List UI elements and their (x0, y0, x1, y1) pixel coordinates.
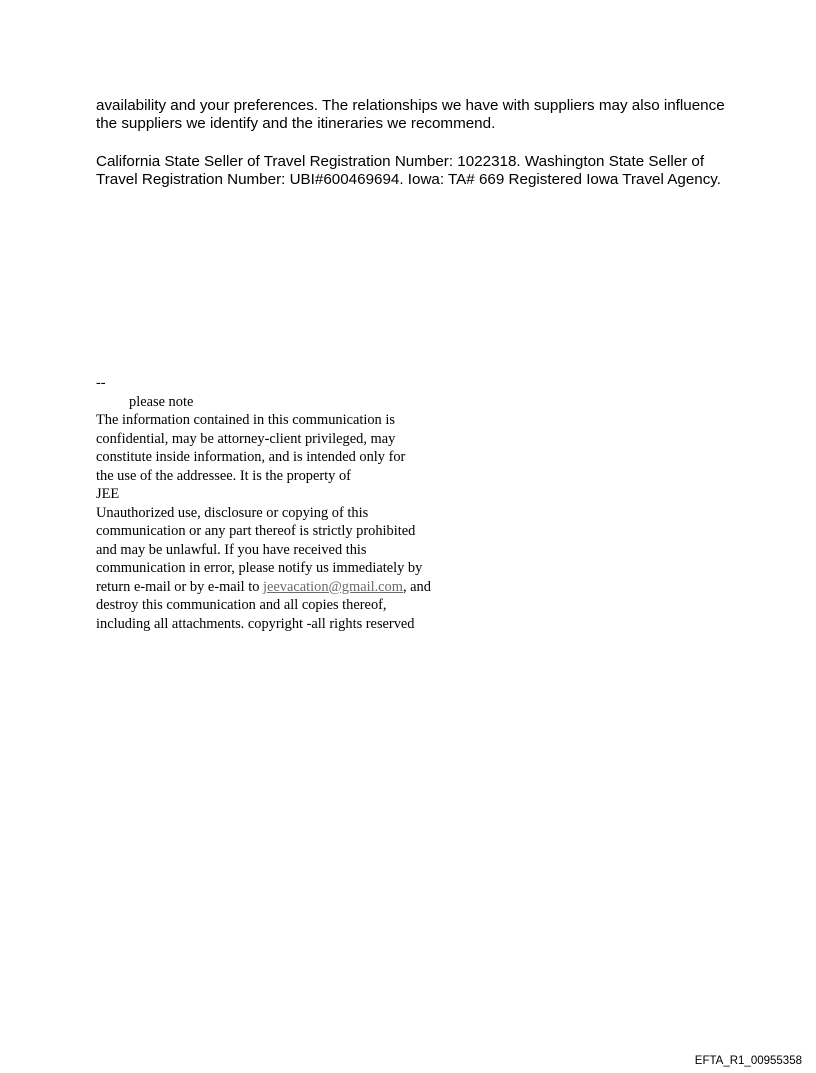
disclaimer-line: destroy this communication and all copies thereof, (96, 597, 387, 613)
disclaimer-line: the use of the addressee. It is the property of (96, 467, 351, 484)
travel-registration-paragraph: California State Seller of Travel Registration Number: 1022318. Washington State Seller of Travel Registration Number: UBI#600469694. Iowa: TA# 669 Registered Iowa Travel Agency. (96, 153, 721, 188)
email-link[interactable]: jeevacation@gmail.com (263, 578, 403, 595)
disclaimer-line: Unauthorized use, disclosure or copying of this (96, 504, 369, 521)
disclaimer-line: communication or any part thereof is strictly prohibited (96, 523, 416, 539)
supplier-relationships-paragraph: availability and your preferences. The relationships we have with suppliers may also influence the suppliers we identify and the itineraries we recommend. (96, 97, 725, 132)
signature-separator: -- (96, 375, 106, 391)
email-suffix-text: , and (402, 578, 431, 595)
disclaimer-heading: please note (129, 393, 194, 410)
disclaimer-line: including all attachments. copyright -all rights reserved (96, 615, 415, 632)
confidentiality-disclaimer (96, 374, 516, 633)
disclaimer-line: communication in error, please notify us immediately by (96, 560, 423, 576)
email-prefix-text: return e-mail or by e-mail to (96, 578, 264, 595)
disclaimer-line: and may be unlawful. If you have received this (96, 541, 367, 558)
disclaimer-line: constitute inside information, and is intended only for (96, 449, 406, 465)
disclaimer-email-line (96, 578, 516, 597)
document-id-stamp: EFTA_R1_00955358 (694, 1055, 802, 1067)
disclaimer-line: confidential, may be attorney-client privileged, may (96, 430, 396, 447)
disclaimer-line: The information contained in this communication is (96, 412, 395, 428)
disclaimer-owner: JEE (96, 486, 120, 502)
